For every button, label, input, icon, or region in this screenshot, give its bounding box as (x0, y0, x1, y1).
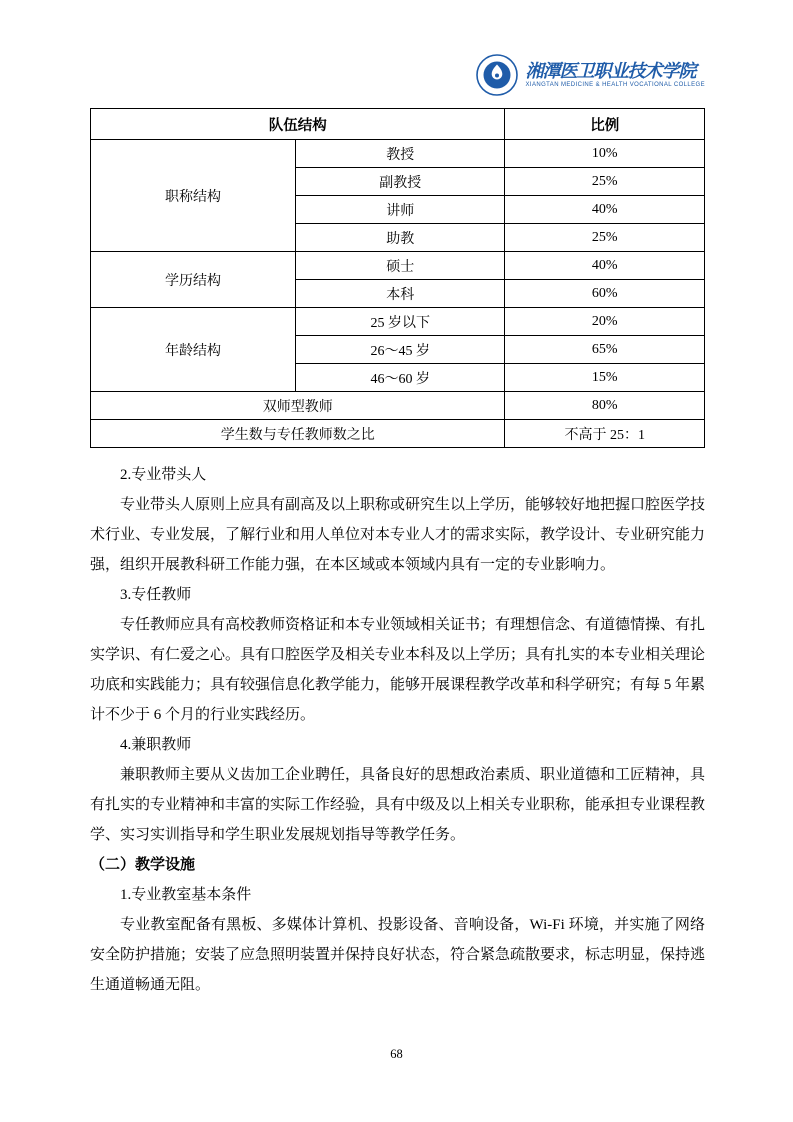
value-cell: 40% (505, 196, 705, 224)
item-cell: 讲师 (296, 196, 505, 224)
table-row (91, 392, 705, 420)
table-row (91, 252, 705, 280)
college-logo-icon (476, 54, 518, 96)
section-heading: 3.专任教师 (120, 587, 192, 603)
item-cell: 副教授 (296, 168, 505, 196)
value-cell: 60% (505, 280, 705, 308)
section-heading: 1.专业教室基本条件 (120, 887, 252, 903)
item-cell: 硕士 (296, 252, 505, 280)
item-cell: 教授 (296, 140, 505, 168)
section-heading: 2.专业带头人 (120, 467, 207, 483)
page-header (90, 52, 705, 98)
column-header-ratio: 比例 (505, 109, 705, 140)
item-cell: 46～60 岁 (296, 364, 505, 392)
item-cell: 26～45 岁 (296, 336, 505, 364)
merged-label-cell: 学生数与专任教师数之比 (91, 420, 505, 448)
item-cell: 本科 (296, 280, 505, 308)
value-cell: 25% (505, 168, 705, 196)
page-number: 68 (390, 1047, 403, 1061)
college-name-english: XIANGTAN MEDICINE & HEALTH VOCATIONAL COLLEGE (525, 81, 705, 88)
value-cell: 10% (505, 140, 705, 168)
value-cell: 15% (505, 364, 705, 392)
value-cell: 不高于 25：1 (505, 420, 705, 448)
value-cell: 80% (505, 392, 705, 420)
paragraph: 专业教室配备有黑板、多媒体计算机、投影设备、音响设备，Wi-Fi 环境，并实施了网络安全防护措施；安装了应急照明装置并保持良好状态，符合紧急疏散要求，标志明显，保持逃生通道畅通无阻。 (90, 917, 706, 993)
document-body (90, 460, 705, 1000)
subsection-title: （二）教学设施 (90, 856, 196, 873)
group-cell: 职称结构 (91, 140, 296, 252)
college-name-calligraphy: 湘潭医卫职业技术学院 (525, 60, 696, 81)
column-header-structure: 队伍结构 (91, 109, 505, 140)
table-header-row (91, 109, 705, 140)
table-row (91, 140, 705, 168)
staff-structure-table (90, 108, 705, 448)
group-cell: 年龄结构 (91, 308, 296, 392)
paragraph: 专任教师应具有高校教师资格证和本专业领域相关证书；有理想信念、有道德情操、有扎实学识、有仁爱之心。具有口腔医学及相关专业本科及以上学历；具有扎实的本专业相关理论功底和实践能力；具有较强信息化教学能力，能够开展课程教学改革和科学研究；有每 5 年累计不少于 6 个月的行业实践经历。 (90, 617, 706, 723)
paragraph: 专业带头人原则上应具有副高及以上职称或研究生以上学历，能够较好地把握口腔医学技术行业、专业发展，了解行业和用人单位对本专业人才的需求实际，教学设计、专业研究能力强，组织开展教科研工作能力强，在本区域或本领域内具有一定的专业影响力。 (90, 497, 706, 573)
group-cell: 学历结构 (91, 252, 296, 308)
section-heading: 4.兼职教师 (120, 737, 192, 753)
table-row (91, 420, 705, 448)
value-cell: 65% (505, 336, 705, 364)
value-cell: 20% (505, 308, 705, 336)
merged-label-cell: 双师型教师 (91, 392, 505, 420)
value-cell: 40% (505, 252, 705, 280)
value-cell: 25% (505, 224, 705, 252)
item-cell: 助教 (296, 224, 505, 252)
college-name-block (526, 62, 705, 88)
table-row (91, 308, 705, 336)
paragraph: 兼职教师主要从义齿加工企业聘任，具备良好的思想政治素质、职业道德和工匠精神，具有扎实的专业精神和丰富的实际工作经验，具有中级及以上相关专业职称，能承担专业课程教学、实习实训指导和学生职业发展规划指导等教学任务。 (90, 767, 706, 843)
item-cell: 25 岁以下 (296, 308, 505, 336)
